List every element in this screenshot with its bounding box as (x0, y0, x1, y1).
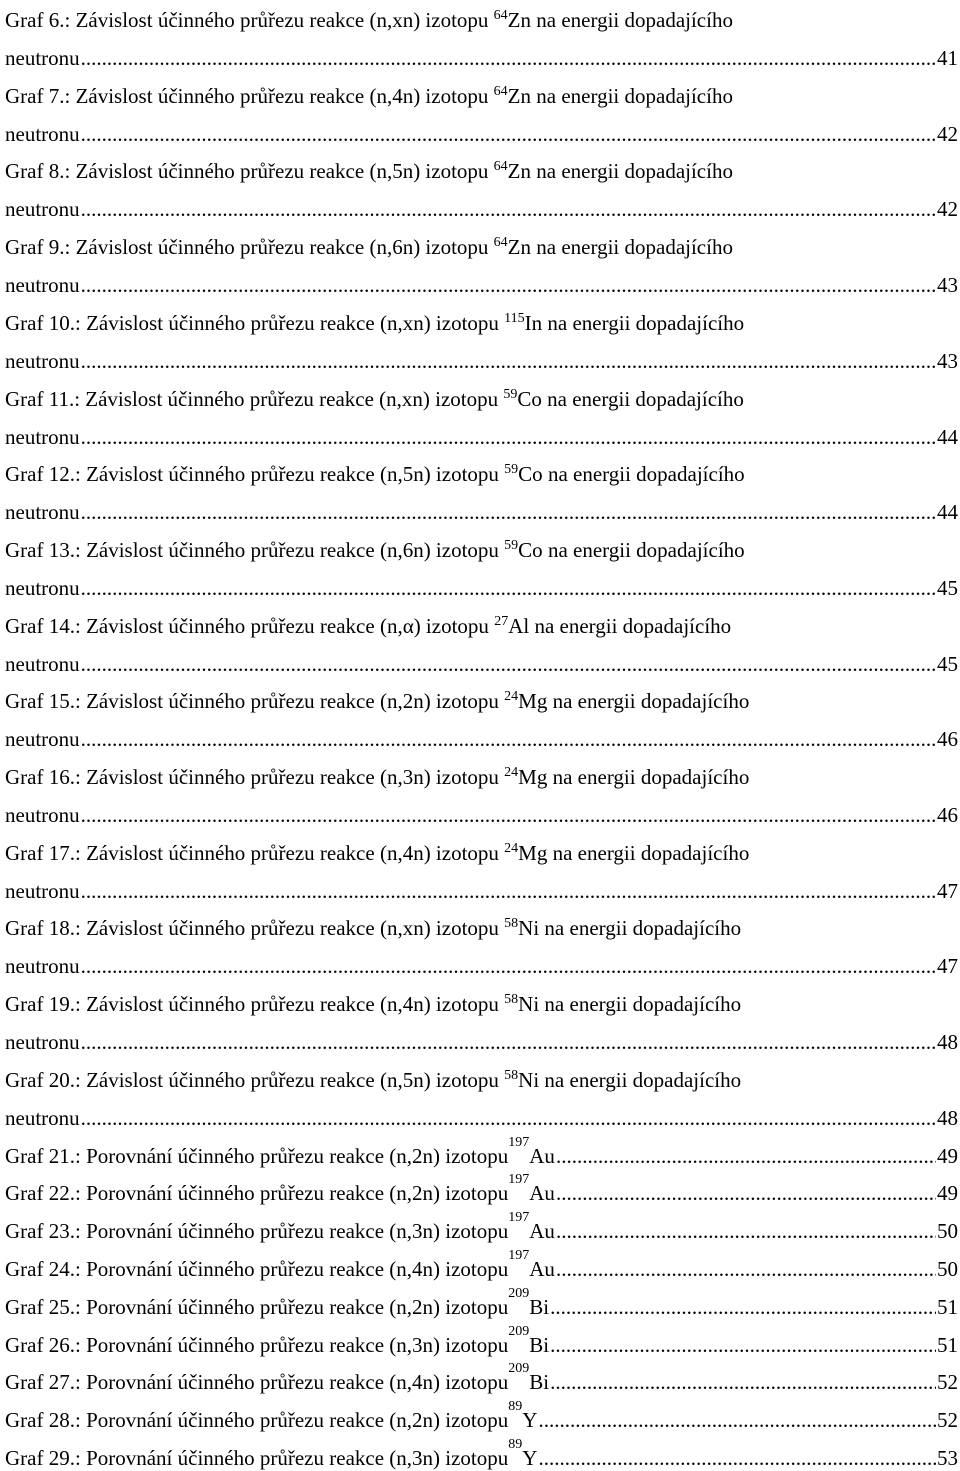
entry-label: Graf 24. (5, 1256, 75, 1281)
entry-label: Graf 13. (5, 537, 75, 562)
isotope-mass-number: 89 (508, 1436, 523, 1452)
page-number: 49 (937, 1143, 958, 1168)
entry-label: Graf 19. (5, 992, 75, 1017)
toc-entry[interactable] (5, 688, 958, 752)
dot-leader (81, 424, 936, 450)
isotope-element: Co (518, 537, 543, 562)
dot-leader (81, 121, 936, 147)
dot-leader (556, 1256, 936, 1282)
toc-entry[interactable] (5, 1436, 958, 1471)
entry-title-continuation: neutronu (5, 1105, 80, 1130)
toc-entry[interactable] (5, 1247, 958, 1282)
toc-entry[interactable] (5, 915, 958, 979)
page-number: 46 (937, 803, 958, 827)
isotope-element: Zn (507, 235, 531, 260)
dot-leader (81, 726, 936, 752)
entry-label: Graf 15. (5, 689, 75, 714)
toc-entry-continuation (5, 272, 958, 298)
entry-title-continuation: neutronu (5, 121, 80, 146)
page-number: 42 (937, 197, 958, 222)
toc-entry[interactable] (5, 386, 958, 450)
toc-entry-line (5, 1067, 958, 1093)
entry-label: Graf 21. (5, 1143, 75, 1168)
toc-entry-line (5, 991, 958, 1017)
entry-label: Graf 28. (5, 1408, 75, 1433)
toc-entry-continuation (5, 121, 958, 147)
toc-entry-line (5, 386, 958, 412)
toc-entry-continuation (5, 1029, 958, 1055)
entry-title-end: na energii dopadajícího (539, 1067, 742, 1092)
entry-title: : Porovnání účinného průřezu reakce (n,4n) izotopu (74, 1370, 509, 1395)
page-number: 47 (937, 878, 958, 903)
entry-title: : Závislost účinného průřezu reakce (n,5n) izotopu (74, 462, 505, 487)
entry-title-end: na energii dopadajícího (531, 235, 733, 260)
isotope-element: Au (529, 1256, 555, 1281)
page-number: 52 (937, 1370, 958, 1395)
isotope-mass-number: 64 (493, 235, 508, 251)
dot-leader (81, 499, 936, 525)
isotope-mass-number: 64 (493, 159, 508, 175)
toc-entry-line (5, 840, 958, 866)
isotope-element: Bi (529, 1332, 550, 1357)
isotope-mass-number: 64 (493, 83, 508, 99)
toc-entry-continuation (5, 1105, 958, 1131)
dot-leader (556, 1180, 936, 1206)
toc-entry-continuation (5, 726, 958, 752)
page-number: 51 (937, 1294, 958, 1319)
isotope-element: Zn (507, 83, 531, 108)
entry-label: Graf 10. (5, 310, 75, 335)
entry-title: : Porovnání účinného průřezu reakce (n,2n) izotopu (74, 1143, 509, 1168)
page-number: 43 (937, 348, 958, 373)
page-number: 44 (937, 424, 958, 449)
toc-entry-continuation (5, 348, 958, 374)
toc-entry[interactable] (5, 764, 958, 828)
isotope-element: Au (529, 1143, 555, 1168)
toc-entry-line (5, 83, 958, 109)
isotope-element: Bi (529, 1294, 550, 1319)
isotope-mass-number: 58 (504, 1067, 519, 1083)
entry-title: : Porovnání účinného průřezu reakce (n,2n) izotopu (74, 1181, 509, 1206)
dot-leader (81, 348, 936, 374)
toc-entry-line (5, 915, 958, 941)
isotope-element: Zn (507, 159, 531, 184)
entry-title-continuation: neutronu (5, 197, 80, 222)
isotope-mass-number: 24 (504, 840, 519, 856)
page-number: 53 (937, 1445, 958, 1470)
isotope-mass-number: 197 (508, 1134, 530, 1150)
entry-label: Graf 12. (5, 462, 75, 487)
dot-leader (81, 802, 936, 828)
isotope-mass-number: 59 (504, 537, 519, 553)
isotope-element: Y (522, 1408, 538, 1433)
toc-entry[interactable] (5, 1323, 958, 1358)
isotope-mass-number: 27 (494, 613, 509, 629)
entry-title-continuation: neutronu (5, 424, 80, 449)
entry-title-end: na energii dopadajícího (539, 992, 742, 1017)
toc-entry[interactable] (5, 840, 958, 904)
page-number: 42 (937, 121, 958, 146)
isotope-element: Au (529, 1181, 555, 1206)
isotope-mass-number: 24 (504, 765, 519, 780)
entry-label: Graf 14. (5, 613, 75, 638)
page-number: 48 (937, 1105, 958, 1130)
toc-entry[interactable] (5, 83, 958, 147)
entry-title: : Závislost účinného průřezu reakce (n,xn) izotopu (74, 386, 504, 411)
entry-title: : Závislost účinného průřezu reakce (n,4n) izotopu (64, 83, 494, 108)
entry-title: : Závislost účinného průřezu reakce (n,4n) izotopu (74, 840, 505, 865)
entry-title-continuation: neutronu (5, 348, 80, 373)
toc-entry-line (5, 234, 958, 260)
entry-title-continuation: neutronu (5, 273, 80, 298)
isotope-mass-number: 209 (508, 1285, 530, 1301)
isotope-mass-number: 58 (504, 992, 519, 1008)
entry-title: : Závislost účinného průřezu reakce (n,6n) izotopu (64, 235, 494, 260)
toc-entry[interactable] (5, 1361, 958, 1395)
entry-title-end: na energii dopadajícího (547, 765, 750, 789)
toc-entry[interactable] (5, 1067, 958, 1131)
entry-label: Graf 25. (5, 1294, 75, 1319)
isotope-element: Zn (507, 8, 531, 32)
toc-entry-line (5, 158, 958, 184)
toc-entry[interactable] (5, 537, 958, 601)
page-number: 52 (937, 1408, 958, 1433)
page-number: 48 (937, 1030, 958, 1055)
entry-label: Graf 18. (5, 916, 75, 941)
dot-leader (556, 1218, 936, 1244)
entry-title: : Závislost účinného průřezu reakce (n,2n) izotopu (74, 689, 505, 714)
isotope-element: Ni (518, 916, 540, 941)
entry-title: : Závislost účinného průřezu reakce (n,4n) izotopu (74, 992, 505, 1017)
dot-leader (556, 1143, 936, 1169)
entry-title-continuation: neutronu (5, 651, 80, 676)
entry-label: Graf 29. (5, 1445, 75, 1470)
page-number: 51 (937, 1332, 958, 1357)
entry-title-end: na energii dopadajícího (542, 537, 745, 562)
isotope-mass-number: 58 (504, 916, 519, 932)
entry-title-end: na energii dopadajícího (541, 386, 744, 411)
isotope-mass-number: 24 (504, 689, 519, 705)
entry-title: : Závislost účinného průřezu reakce (n,6n) izotopu (74, 537, 505, 562)
page-number: 50 (937, 1219, 958, 1244)
entry-title-end: na energii dopadajícího (547, 689, 750, 714)
dot-leader (550, 1294, 936, 1320)
page-number: 41 (937, 46, 958, 70)
toc-entry-continuation (5, 878, 958, 904)
isotope-element: Au (529, 1219, 555, 1244)
toc-entry[interactable] (5, 7, 958, 71)
dot-leader (538, 1445, 936, 1471)
entry-title: : Závislost účinného průřezu reakce (n,xn) izotopu (74, 916, 505, 941)
toc-entry-continuation (5, 424, 958, 450)
isotope-element: Mg (518, 840, 548, 865)
toc-entry[interactable] (5, 1210, 958, 1244)
entry-title-end: na energii dopadajícího (531, 83, 733, 108)
entry-label: Graf 8. (5, 159, 65, 184)
entry-label: Graf 6. (5, 8, 65, 32)
dot-leader (81, 575, 936, 601)
entry-title-end: na energii dopadajícího (539, 916, 742, 941)
dot-leader (81, 272, 936, 298)
entry-title-continuation: neutronu (5, 954, 80, 979)
entry-title-end: na energii dopadajícího (531, 8, 733, 32)
entry-label: Graf 27. (5, 1370, 75, 1395)
entry-label: Graf 17. (5, 840, 75, 865)
dot-leader (81, 45, 936, 71)
isotope-mass-number: 115 (504, 310, 525, 326)
toc-entry-continuation (5, 196, 958, 222)
toc-entry-continuation (5, 45, 958, 71)
isotope-mass-number: 197 (508, 1210, 530, 1226)
toc-entry-continuation (5, 499, 958, 525)
entry-label: Graf 23. (5, 1219, 75, 1244)
isotope-element: Mg (518, 689, 548, 714)
dot-leader (81, 1029, 936, 1055)
isotope-element: Bi (529, 1370, 550, 1395)
dot-leader (81, 878, 936, 904)
isotope-mass-number: 197 (508, 1172, 530, 1188)
dot-leader (81, 1105, 936, 1131)
dot-leader (81, 651, 936, 677)
entry-label: Graf 16. (5, 765, 75, 789)
dot-leader (81, 196, 936, 222)
entry-title: : Porovnání účinného průřezu reakce (n,2n) izotopu (74, 1408, 509, 1433)
toc-entry[interactable] (5, 234, 958, 298)
entry-title: : Porovnání účinného průřezu reakce (n,3n) izotopu (74, 1445, 509, 1470)
entry-title-end: na energii dopadajícího (547, 840, 750, 865)
isotope-mass-number: 209 (508, 1323, 530, 1339)
isotope-mass-number: 59 (503, 386, 518, 402)
isotope-mass-number: 89 (508, 1399, 523, 1415)
entry-label: Graf 26. (5, 1332, 75, 1357)
toc-entry-line (5, 461, 958, 487)
toc-entry-continuation (5, 802, 958, 828)
isotope-mass-number: 59 (504, 462, 519, 478)
entry-title-continuation: neutronu (5, 878, 80, 903)
entry-title: : Závislost účinného průřezu reakce (n,α) izotopu (74, 613, 495, 638)
isotope-element: Y (522, 1445, 538, 1470)
page-number: 43 (937, 273, 958, 298)
toc-entry-line (5, 764, 958, 790)
toc-entry-continuation (5, 953, 958, 979)
entry-title-end: na energii dopadajícího (542, 310, 745, 335)
toc-entry[interactable] (5, 310, 958, 374)
entry-title: : Porovnání účinného průřezu reakce (n,3n) izotopu (74, 1332, 509, 1357)
entry-title-end: na energii dopadajícího (531, 159, 733, 184)
isotope-element: Al (508, 613, 530, 638)
entry-label: Graf 7. (5, 83, 65, 108)
page-number: 50 (937, 1256, 958, 1281)
entry-title-continuation: neutronu (5, 500, 80, 525)
isotope-mass-number: 64 (493, 8, 508, 23)
dot-leader (81, 953, 936, 979)
dot-leader (538, 1407, 936, 1433)
entry-label: Graf 11. (5, 386, 75, 411)
entry-label: Graf 20. (5, 1067, 75, 1092)
isotope-element: In (524, 310, 543, 335)
entry-title: : Porovnání účinného průřezu reakce (n,3n) izotopu (74, 1219, 509, 1244)
isotope-element: Co (518, 462, 543, 487)
page-number: 45 (937, 651, 958, 676)
toc-entry[interactable] (5, 1285, 958, 1320)
page-number: 46 (937, 727, 958, 752)
toc-entry[interactable] (5, 1399, 958, 1433)
toc-entry-continuation (5, 575, 958, 601)
entry-title-continuation: neutronu (5, 1030, 80, 1055)
entry-title-continuation: neutronu (5, 575, 80, 600)
dot-leader (550, 1369, 936, 1395)
toc-entry-continuation (5, 651, 958, 677)
toc-entry[interactable] (5, 991, 958, 1055)
toc-entry-line (5, 7, 958, 33)
entry-title-continuation: neutronu (5, 46, 80, 70)
entry-label: Graf 9. (5, 235, 65, 260)
dot-leader (550, 1332, 936, 1358)
page-number: 47 (937, 954, 958, 979)
toc-entry-line (5, 537, 958, 563)
toc-entry-line (5, 310, 958, 336)
isotope-element: Co (517, 386, 542, 411)
page-number: 49 (937, 1181, 958, 1206)
toc-entry-line (5, 688, 958, 714)
entry-title-end: na energii dopadajícího (542, 462, 745, 487)
toc-entry[interactable] (5, 461, 958, 525)
isotope-element: Mg (518, 765, 548, 789)
toc-entry[interactable] (5, 1172, 958, 1206)
toc-entry[interactable] (5, 1134, 958, 1169)
entry-title-continuation: neutronu (5, 803, 80, 827)
isotope-element: Ni (518, 992, 540, 1017)
entry-title: : Závislost účinného průřezu reakce (n,3n) izotopu (74, 765, 505, 789)
entry-title-continuation: neutronu (5, 727, 80, 752)
entry-title: : Závislost účinného průřezu reakce (n,5n) izotopu (64, 159, 494, 184)
entry-title-end: na energii dopadajícího (529, 613, 732, 638)
entry-label: Graf 22. (5, 1181, 75, 1206)
isotope-mass-number: 209 (508, 1361, 530, 1377)
entry-title: : Porovnání účinného průřezu reakce (n,4n) izotopu (74, 1256, 509, 1281)
entry-title: : Závislost účinného průřezu reakce (n,5n) izotopu (74, 1067, 505, 1092)
toc-entry-line (5, 613, 958, 639)
toc-entry[interactable] (5, 613, 958, 677)
toc-entry[interactable] (5, 158, 958, 222)
entry-title: : Závislost účinného průřezu reakce (n,xn) izotopu (64, 8, 494, 32)
isotope-element: Ni (518, 1067, 540, 1092)
entry-title: : Závislost účinného průřezu reakce (n,xn) izotopu (74, 310, 505, 335)
page-number: 44 (937, 500, 958, 525)
entry-title: : Porovnání účinného průřezu reakce (n,2n) izotopu (74, 1294, 509, 1319)
isotope-mass-number: 197 (508, 1247, 530, 1263)
page-number: 45 (937, 575, 958, 600)
